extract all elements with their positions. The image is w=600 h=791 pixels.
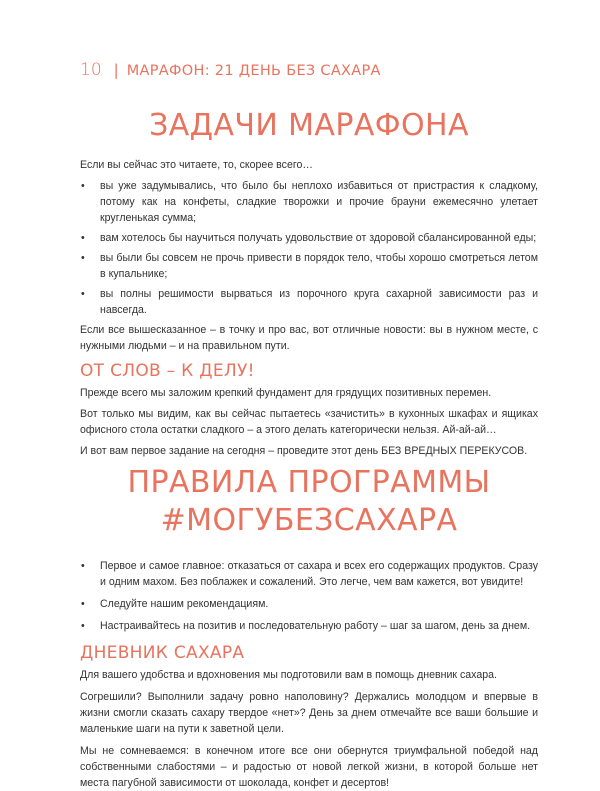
paragraph: Согрешили? Выполнили задачу ровно наполовину? Держались молодцом и впервые в жизни смогли сказать сахару твердое «нет»? День за днем отмечайте все ваши большие и маленькие шаги на пути к заветной цели. xyxy=(80,691,538,735)
header-separator: | xyxy=(113,61,119,79)
intro-paragraph: Если вы сейчас это читаете, то, скорее всего… xyxy=(80,159,313,171)
paragraph: И вот вам первое задание на сегодня – проведите этот день БЕЗ ВРЕДНЫХ ПЕРЕКУСОВ. xyxy=(80,445,528,457)
bullet-icon: • xyxy=(81,560,85,572)
goals-list xyxy=(80,178,538,318)
list-item-text: вы были бы совсем не прочь привести в порядок тело, чтобы хорошо смотреться летом в купальнике; xyxy=(100,252,538,280)
list-item-text: вы уже задумывались, что было бы неплохо избавиться от пристрастия к сладкому, потому как на конфеты, сладкие творожки и прочие брауни ежемесячно улетает кругленькая сумма; xyxy=(100,180,538,224)
list-item-text: вы полны решимости вырваться из порочного круга сахарной зависимости раз и навсегда. xyxy=(100,288,538,316)
page-number: 10 xyxy=(80,60,102,80)
section-title-program-rules-line2: #МОГУБЕЗСАХАРА xyxy=(160,503,458,538)
paragraph: Для вашего удобства и вдохновения мы подготовили вам в помощь дневник сахара. xyxy=(80,669,497,681)
closing-paragraph: Если все вышесказанное – в точку и про вас, вот отличные новости: вы в нужном месте, с нужными людьми – и на правильном пути. xyxy=(80,324,538,352)
paragraph: Прежде всего мы заложим крепкий фундамент для грядущих позитивных перемен. xyxy=(80,387,492,399)
subsection-title-sugar-diary: ДНЕВНИК САХАРА xyxy=(80,643,245,663)
list-item-text: Следуйте нашим рекомендациям. xyxy=(100,598,269,610)
section-title-marathon-goals: ЗАДАЧИ МАРАФОНА xyxy=(149,108,469,143)
bullet-icon: • xyxy=(81,288,85,300)
list-item-text: вам хотелось бы научиться получать удовольствие от здоровой сбалансированной еды; xyxy=(100,232,537,244)
subsection-title-words-to-action: ОТ СЛОВ – К ДЕЛУ! xyxy=(80,361,255,381)
list-item xyxy=(80,230,538,246)
section-title-program-rules-line1: ПРАВИЛА ПРОГРАММЫ xyxy=(127,465,491,500)
bullet-icon: • xyxy=(81,180,85,192)
bullet-icon: • xyxy=(81,598,85,610)
running-header xyxy=(80,60,381,80)
rules-list xyxy=(80,558,538,634)
list-item xyxy=(80,250,538,282)
list-item-text: Первое и самое главное: отказаться от сахара и всех его содержащих продуктов. Сразу и одним махом. Без поблажек и сожалений. Это легче, чем вам кажется, вот увидите! xyxy=(100,560,538,588)
list-item-text: Настраивайтесь на позитив и последовательную работу – шаг за шагом, день за днем. xyxy=(100,620,531,632)
page-content xyxy=(80,100,538,791)
list-item xyxy=(80,286,538,318)
list-item xyxy=(80,618,538,634)
bullet-icon: • xyxy=(81,232,85,244)
list-item xyxy=(80,178,538,226)
paragraph: Мы не сомневаемся: в конечном итоге все они обернутся триумфальной победой над собственными слабостями – и радостью от новой легкой жизни, в которой больше нет места пагубной зависимости от шоколада, конфет и десертов! xyxy=(80,745,538,789)
book-title: МАРАФОН: 21 ДЕНЬ БЕЗ САХАРА xyxy=(126,63,381,79)
list-item xyxy=(80,558,538,590)
bullet-icon: • xyxy=(81,620,85,632)
bullet-icon: • xyxy=(81,252,85,264)
list-item xyxy=(80,596,538,612)
paragraph: Вот только мы видим, как вы сейчас пытаетесь «зачистить» в кухонных шкафах и ящиках офисного стола остатки сладкого – а этого делать категорически нельзя. Ай-ай-ай… xyxy=(80,408,538,436)
